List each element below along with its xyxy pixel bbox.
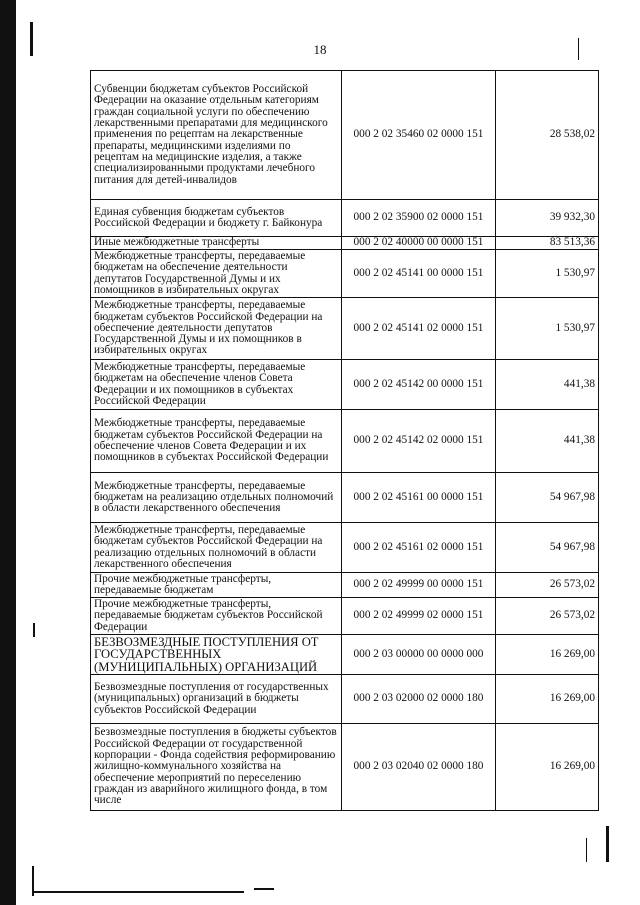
row-amount: 16 269,00 [496,675,599,724]
row-code: 000 2 02 49999 02 0000 151 [342,598,496,635]
table-row [91,473,599,523]
row-code: 000 2 02 45161 02 0000 151 [342,523,496,573]
row-description: Межбюджетные трансферты, передаваемые бюджетам субъектов Российской Федерации на обеспечение членов Совета Федерации и их помощников в субъектах Российской Федерации [91,410,342,473]
table-row [91,573,599,598]
row-amount: 26 573,02 [496,573,599,598]
table-row [91,250,599,298]
row-description: Межбюджетные трансферты, передаваемые бюджетам на обеспечение деятельности депутатов Государственной Думы и их помощников в избирательных округах [91,250,342,298]
row-amount: 1 530,97 [496,250,599,298]
row-amount: 83 513,36 [496,237,599,250]
scan-mark-right [606,826,609,862]
scan-edge-left [0,0,16,905]
row-amount: 28 538,02 [496,71,599,200]
row-amount: 54 967,98 [496,473,599,523]
row-amount: 441,38 [496,360,599,410]
table-row [91,598,599,635]
row-amount: 54 967,98 [496,523,599,573]
row-code: 000 2 02 35900 02 0000 151 [342,200,496,237]
row-code: 000 2 02 45161 00 0000 151 [342,473,496,523]
row-code: 000 2 02 45142 00 0000 151 [342,360,496,410]
row-description: Субвенции бюджетам субъектов Российской Федерации на оказание отдельным категориям граждан социальной услуги по обеспечению лекарственными препаратами для медицинского применения по рецептам на лекарственные препараты, медицинскими изделиями по рецептам на медицинские изделия, а также специализированными продуктами лечебного питания для детей-инвалидов [91,71,342,200]
budget-table [90,70,599,811]
scan-mark-right-small [586,838,587,862]
table-row [91,71,599,200]
row-code: 000 2 03 00000 00 0000 000 [342,635,496,675]
row-description: Межбюджетные трансферты, передаваемые бюджетам субъектов Российской Федерации на реализацию отдельных полномочий в области лекарственного обеспечения [91,523,342,573]
row-amount: 1 530,97 [496,298,599,360]
row-code: 000 2 02 40000 00 0000 151 [342,237,496,250]
row-code: 000 2 03 02000 02 0000 180 [342,675,496,724]
row-code: 000 2 02 49999 00 0000 151 [342,573,496,598]
row-description: БЕЗВОЗМЕЗДНЫЕ ПОСТУПЛЕНИЯ ОТ ГОСУДАРСТВЕННЫХ (МУНИЦИПАЛЬНЫХ) ОРГАНИЗАЦИЙ [91,635,342,675]
row-code: 000 2 03 02040 02 0000 180 [342,724,496,811]
row-code: 000 2 02 45142 02 0000 151 [342,410,496,473]
row-description: Прочие межбюджетные трансферты, передаваемые бюджетам [91,573,342,598]
row-description: Межбюджетные трансферты, передаваемые бюджетам субъектов Российской Федерации на обеспечение деятельности депутатов Государственной Думы и их помощников в избирательных округах [91,298,342,360]
scan-mark-left-mid [33,623,35,637]
table-row [91,298,599,360]
row-description: Безвозмездные поступления от государственных (муниципальных) организаций в бюджеты субъектов Российской Федерации [91,675,342,724]
row-amount: 441,38 [496,410,599,473]
table-row [91,410,599,473]
row-amount: 16 269,00 [496,635,599,675]
row-amount: 16 269,00 [496,724,599,811]
page-number: 18 [313,42,327,57]
row-description: Межбюджетные трансферты, передаваемые бюджетам на реализацию отдельных полномочий в области лекарственного обеспечения [91,473,342,523]
row-amount: 39 932,30 [496,200,599,237]
scan-mark-bottom-dash [254,888,274,890]
table-row [91,200,599,237]
scan-mark-bottom-horizontal [34,891,244,893]
row-description: Безвозмездные поступления в бюджеты субъектов Российской Федерации от государственной корпорации - Фонда содействия реформированию жилищно-коммунального хозяйства на обеспечение мероприятий по переселению граждан из аварийного жилищного фонда, в том числе [91,724,342,811]
table-row [91,523,599,573]
row-code: 000 2 02 45141 00 0000 151 [342,250,496,298]
row-description: Межбюджетные трансферты, передаваемые бюджетам на обеспечение членов Совета Федерации и их помощников в субъектах Российской Федерации [91,360,342,410]
table-row [91,360,599,410]
table-row [91,675,599,724]
row-amount: 26 573,02 [496,598,599,635]
row-description: Прочие межбюджетные трансферты, передаваемые бюджетам субъектов Российской Федерации [91,598,342,635]
table-row [91,237,599,250]
row-description: Единая субвенция бюджетам субъектов Российской Федерации и бюджету г. Байконура [91,200,342,237]
table-row [91,724,599,811]
row-code: 000 2 02 45141 02 0000 151 [342,298,496,360]
row-code: 000 2 02 35460 02 0000 151 [342,71,496,200]
table-row [91,635,599,675]
row-description: Иные межбюджетные трансферты [91,237,342,250]
